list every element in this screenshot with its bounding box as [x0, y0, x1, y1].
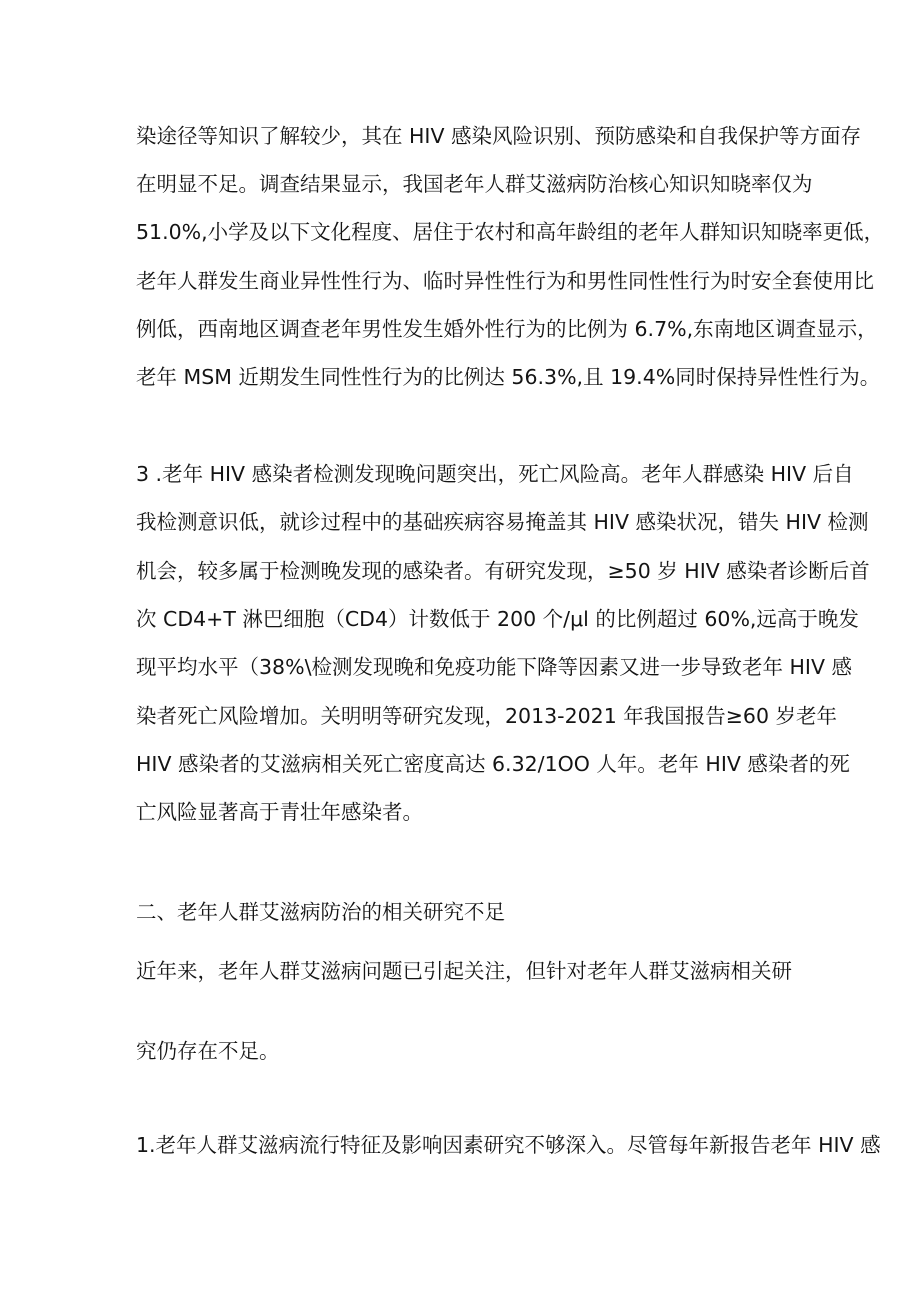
text-line: 我检测意识低，就诊过程中的基础疾病容易掩盖其 HIV 感染状况，错失 HIV 检测 [136, 510, 869, 534]
text-line: 51.0%,小学及以下文化程度、居住于农村和高年龄组的老年人群知识知晓率更低， [136, 220, 885, 244]
text-line: 3 .老年 HIV 感染者检测发现晚问题突出，死亡风险高。老年人群感染 HIV 后自 [136, 462, 854, 486]
text-line: 次 CD4+T 淋巴细胞（CD4）计数低于 200 个/μl 的比例超过 60%,远高于晚发 [136, 607, 859, 631]
text-line: HIV 感染者的艾滋病相关死亡密度高达 6.32/1OO 人年。老年 HIV 感染者的死 [136, 752, 850, 776]
text-line: 老年人群发生商业异性性行为、临时异性性行为和男性同性性行为时安全套使用比 [136, 269, 874, 293]
text-line: 1.老年人群艾滋病流行特征及影响因素研究不够深入。尽管每年新报告老年 HIV 感 [136, 1133, 881, 1157]
text-line: 机会，较多属于检测晚发现的感染者。有研究发现，≥50 岁 HIV 感染者诊断后首 [136, 559, 870, 583]
section-heading: 二、老年人群艾滋病防治的相关研究不足 [136, 900, 505, 924]
text-line: 例低，西南地区调查老年男性发生婚外性行为的比例为 6.7%,东南地区调查显示， [136, 317, 878, 341]
text-line: 现平均水平（38%\检测发现晚和免疫功能下降等因素又进一步导致老年 HIV 感 [136, 655, 852, 679]
text-line: 在明显不足。调查结果显示，我国老年人群艾滋病防治核心知识知晓率仅为 [136, 172, 813, 196]
text-line: 究仍存在不足。 [136, 1039, 280, 1063]
text-line: 染者死亡风险增加。关明明等研究发现，2013-2021 年我国报告≥60 岁老年 [136, 704, 838, 728]
text-line: 亡风险显著高于青壮年感染者。 [136, 800, 423, 824]
text-line: 近年来，老年人群艾滋病问题已引起关注，但针对老年人群艾滋病相关研 [136, 959, 792, 983]
text-line: 老年 MSM 近期发生同性性行为的比例达 56.3%,且 19.4%同时保持异性性行为。 [136, 365, 881, 389]
text-line: 染途径等知识了解较少，其在 HIV 感染风险识别、预防感染和自我保护等方面存 [136, 124, 862, 148]
